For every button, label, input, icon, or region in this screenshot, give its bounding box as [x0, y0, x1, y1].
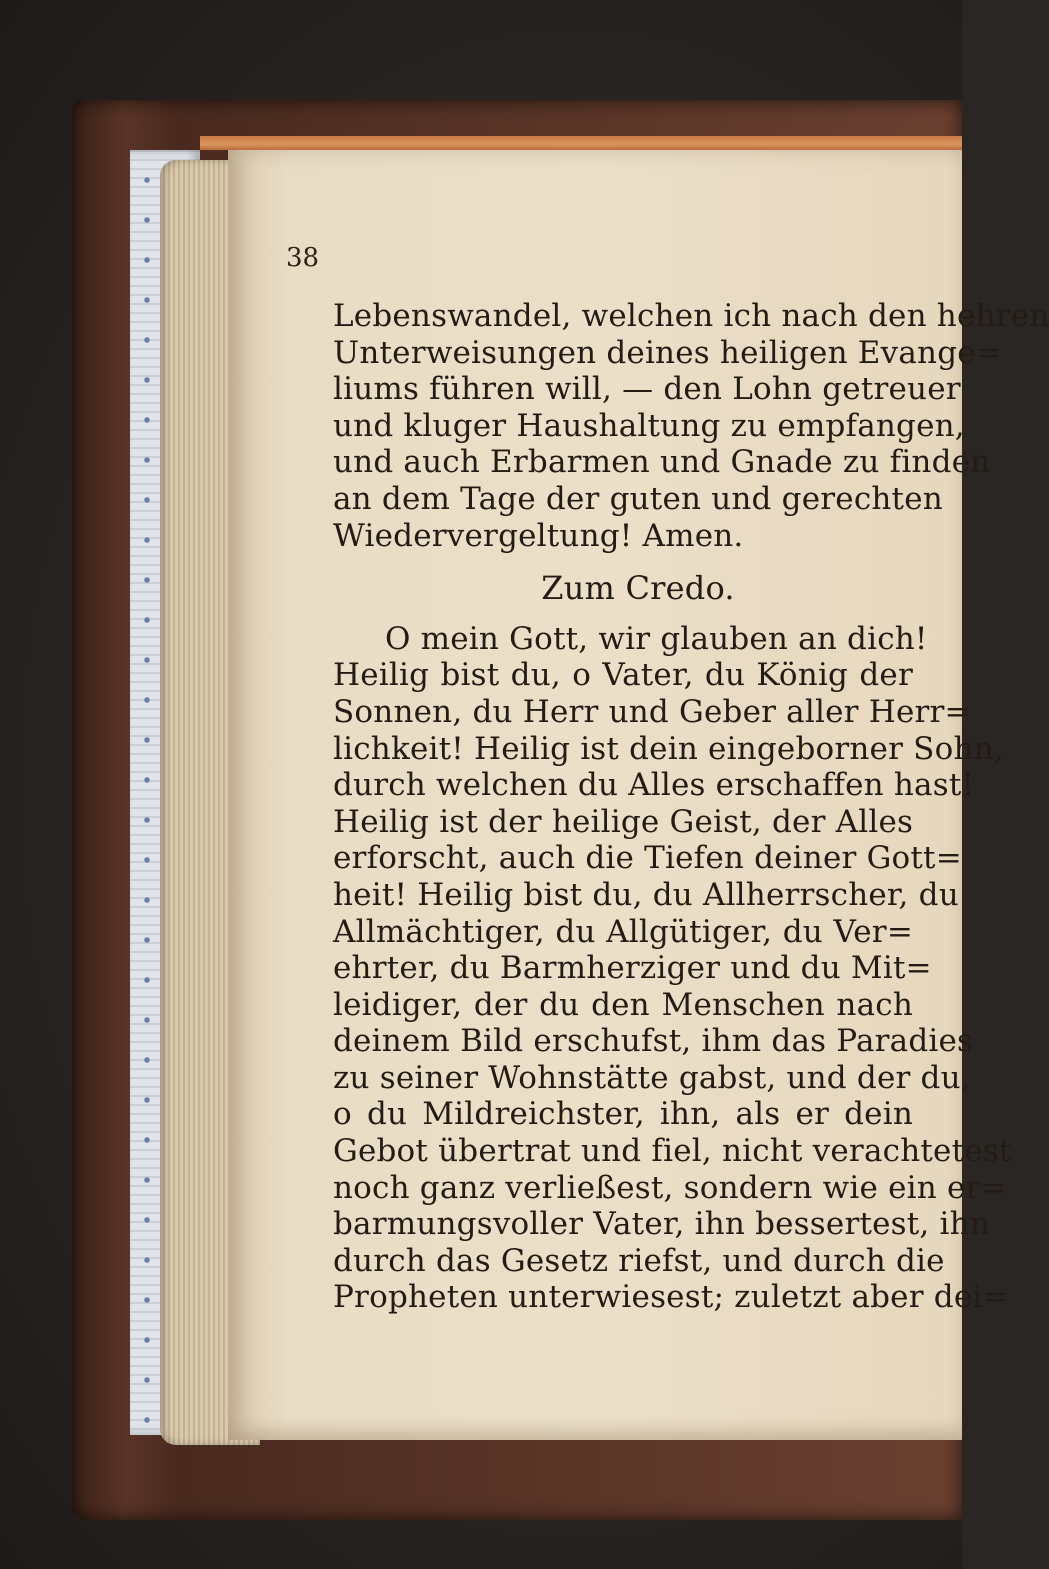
text-line: Unterweisungen deines heiligen Evange=	[333, 334, 1002, 371]
text-line: Wiedervergeltung! Amen.	[333, 517, 744, 554]
paragraph-2	[333, 620, 1012, 1316]
paragraph-1	[333, 298, 1049, 554]
text-line: Sonnen, du Herr und Geber aller Herr=	[333, 693, 971, 730]
text-line: O mein Gott, wir glauben an dich!	[385, 620, 928, 657]
text-line: noch ganz verließest, sondern wie ein er=	[333, 1169, 1007, 1206]
page-text	[333, 298, 1049, 1316]
text-line: barmungsvoller Vater, ihn bessertest, ihn	[333, 1206, 990, 1243]
text-line: durch das Gesetz riefst, und durch die	[333, 1242, 945, 1279]
text-line: leidiger, der du den Menschen nach	[333, 986, 913, 1023]
text-line: erforscht, auch die Tiefen deiner Gott=	[333, 840, 962, 877]
text-line: lichkeit! Heilig ist dein eingeborner Sohn,	[333, 730, 1004, 767]
text-line: deinem Bild erschufst, ihm das Paradies	[333, 1023, 974, 1060]
text-line: Lebenswandel, welchen ich nach den hehren	[333, 298, 1049, 334]
text-line: heit! Heilig bist du, du Allherrscher, du	[333, 876, 959, 913]
text-line: o du Mildreichster, ihn, als er dein	[333, 1096, 913, 1133]
page-edge-top	[200, 136, 962, 150]
text-line: Gebot übertrat und fiel, nicht verachtetest	[333, 1133, 1012, 1170]
text-line: an dem Tage der guten und gerechten	[333, 480, 943, 517]
section-heading: Zum Credo.	[541, 569, 735, 608]
text-line: Heilig bist du, o Vater, du König der	[333, 657, 913, 694]
text-line: und kluger Haushaltung zu empfangen,	[333, 407, 965, 444]
text-line: liums führen will, — den Lohn getreuer	[333, 371, 961, 408]
text-line: und auch Erbarmen und Gnade zu finden	[333, 444, 991, 481]
text-line: zu seiner Wohnstätte gabst, und der du,	[333, 1059, 971, 1096]
text-line: durch welchen du Alles erschaffen hast!	[333, 767, 975, 804]
page-number: 38	[286, 243, 320, 273]
text-line: Heilig ist der heilige Geist, der Alles	[333, 803, 914, 840]
text-line: ehrter, du Barmherziger und du Mit=	[333, 950, 932, 987]
text-line: Allmächtiger, du Allgütiger, du Ver=	[333, 913, 913, 950]
text-line: Propheten unterwiesest; zuletzt aber dei=	[333, 1279, 1009, 1316]
